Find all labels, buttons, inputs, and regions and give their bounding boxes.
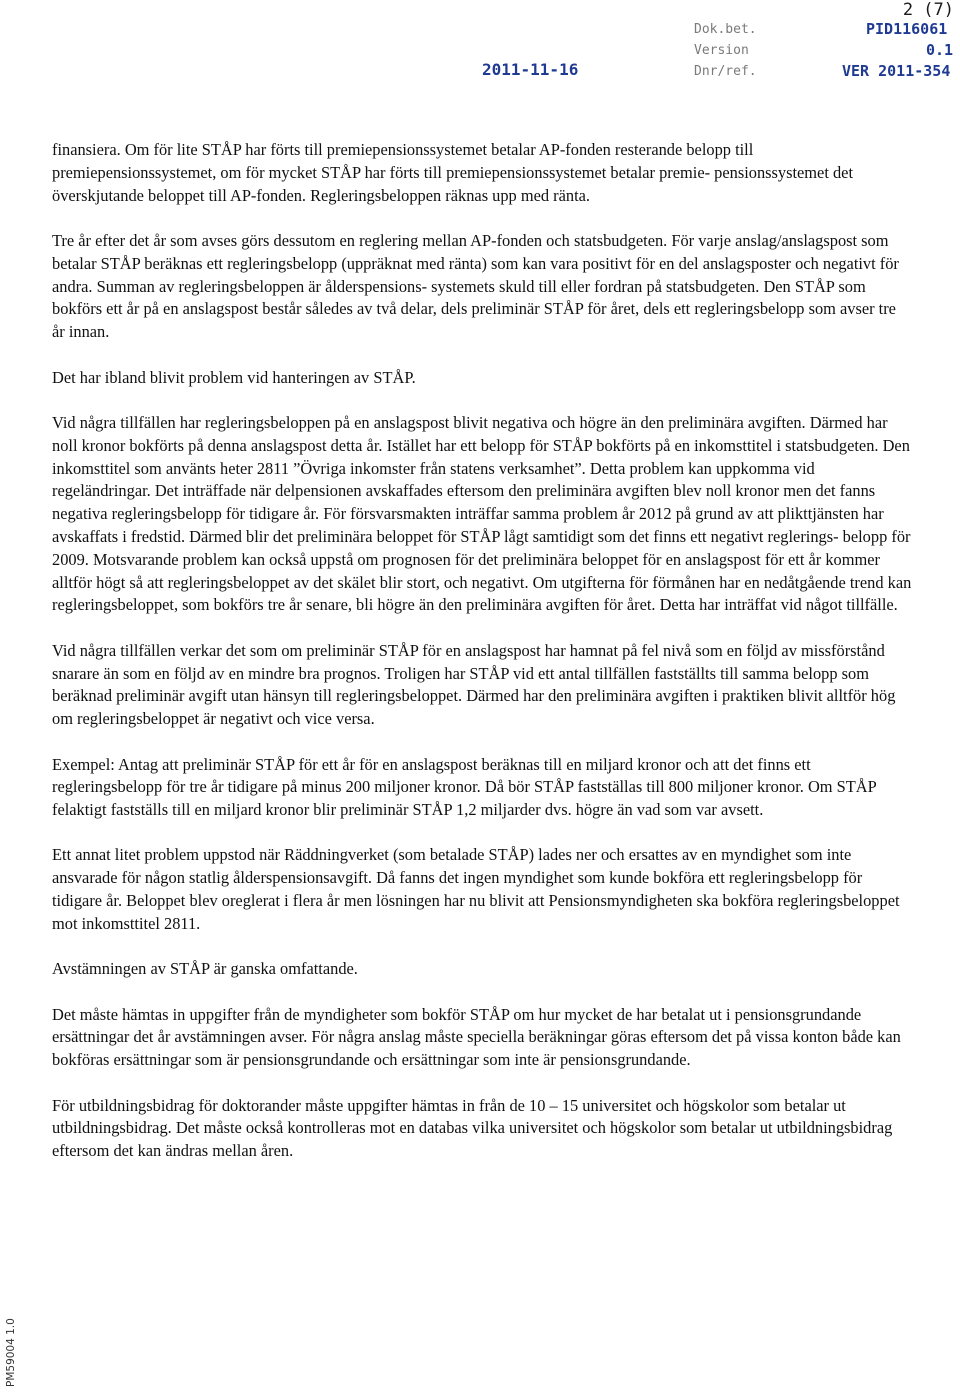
paragraph-2: Tre år efter det år som avses görs dessutom en reglering mellan AP-fonden och statsbudgeten. För varje anslag/anslagspost som betalar STÅP beräknas ett regleringsbelopp (uppräknat med ränta) som kan vara positivt för en del anslagsposter och negativt för andra. Summan av regleringsbeloppen är ålderspensions- systemets skuld till eller fordran på statsbudgeten. Den STÅP som bokförs ett år på en anslagspost består således av två delar, dels preliminär STÅP för året, dels ett regleringsbelopp som avser tre år innan. bbox=[52, 230, 899, 342]
paragraph-9: Det måste hämtas in uppgifter från de myndigheter som bokför STÅP om hur mycket de har betalat ut i pensionsgrundande ersättningar det år avstämningen avser. För några anslag måste speciella beräkningar göras eftersom det på vissa konton både kan bokföras ersättningar som är pensionsgrundande och ersättningar som inte är pensionsgrundande. bbox=[52, 1004, 901, 1070]
document-date: 2011-11-16 bbox=[482, 60, 579, 79]
doc-id-label: Dok.bet. bbox=[694, 22, 757, 37]
paragraph-5: Vid några tillfällen verkar det som om preliminär STÅP för en anslagspost har hamnat på fel nivå som en följd av missförstånd snarare än som en följd av en mindre bra prognos. Troligen har STÅP vid ett antal tillfällen fastställts till samma belopp som beräknad preliminär avgift utan hänsyn till regleringsbeloppet. Därmed har den preliminära avgiften i praktiken blivit alltför hög om regleringsbeloppet är negativt och vice versa. bbox=[52, 640, 896, 729]
document-body bbox=[52, 139, 912, 1186]
page-number: 2 (7) bbox=[902, 0, 954, 20]
reference-label: Dnr/ref. bbox=[694, 64, 757, 79]
doc-id-value: PID116061 bbox=[866, 20, 948, 38]
paragraph-8: Avstämningen av STÅP är ganska omfattande. bbox=[52, 959, 358, 979]
paragraph-10: För utbildningsbidrag för doktorander måste uppgifter hämtas in från de 10 – 15 universitet och högskolor som betalar ut utbildningsbidrag. Det måste också kontrolleras mot en databas vilka universitet och högskolor som betalar ut utbildningsbidrag eftersom det kan ändras mellan åren. bbox=[52, 1095, 893, 1161]
paragraph-3: Det har ibland blivit problem vid hanteringen av STÅP. bbox=[52, 367, 416, 387]
paragraph-7: Ett annat litet problem uppstod när Räddningverket (som betalade STÅP) lades ner och ersattes av en myndighet som inte ansvarade för någon statlig ålderspensionsavgift. Då fanns det ingen myndighet som kunde bokföra ett regleringsbelopp för tidigare år. Beloppet blev oreglerat i flera år men lösningen har nu blivit att Pensionsmyndigheten ska bokföra regleringsbeloppet mot inkomsttitel 2811. bbox=[52, 845, 900, 933]
version-label: Version bbox=[694, 43, 749, 58]
paragraph-1: finansiera. Om för lite STÅP har förts till premiepensionssystemet betalar AP-fonden resterande belopp till premiepensionssystemet, om för mycket STÅP har förts till premiepensionssystemet betalar premie- pensionssystemet det överskjutande beloppet till AP-fonden. Regleringsbeloppen räknas upp med ränta. bbox=[52, 140, 853, 205]
paragraph-6: Exempel: Antag att preliminär STÅP för ett år för en anslagspost beräknas till en miljard kronor och att det finns ett regleringsbelopp för tre år tidigare på minus 200 miljoner kronor. Då bör STÅP fastställas till 800 miljoner kronor. Om STÅP felaktigt fastställs till en miljard kronor blir preliminär STÅP 1,2 miljarder dvs. högre än vad som var avsett. bbox=[52, 754, 877, 820]
paragraph-4: Vid några tillfällen har regleringsbeloppen på en anslagspost blivit negativa och högre än den preliminära avgiften. Därmed har noll kronor bokförts på denna anslagspost detta år. Istället har ett belopp för STÅP bokförts på en inkomsttitel i statsbudgeten. Den inkomsttitel som använts heter 2811 ”Övriga inkomster från statens verksamhet”. Detta problem kan uppkomma vid regeländringar. Det inträffade när delpensionen avskaffades eftersom den preliminära avgiften blev noll kronor men det fanns negativa regleringsbelopp för tidigare år. För försvarsmakten inträffar samma problem år 2012 på grund av att plikttjänsten har avskaffats i fredstid. Därmed blir det preliminära beloppet för STÅP lågt samtidigt som det finns ett negativt reglerings- belopp för 2009. Motsvarande problem kan också uppstå om prognosen för det preliminära beloppet för en anslagspost för ett år kommer alltför högt så att regleringsbeloppet av det skälet blir stort, och negativt. Om utgifterna för förmånen har en nedåtgående trend kan regleringsbeloppet, som bokförs tre år senare, bli högre än den preliminära avgiften för året. Detta har inträffat vid något tillfälle. bbox=[52, 412, 912, 615]
document-header bbox=[0, 0, 960, 90]
version-value: 0.1 bbox=[926, 41, 954, 59]
reference-value: VER 2011-354 bbox=[842, 62, 951, 80]
template-code: PM59004 1.0 bbox=[5, 1318, 17, 1387]
